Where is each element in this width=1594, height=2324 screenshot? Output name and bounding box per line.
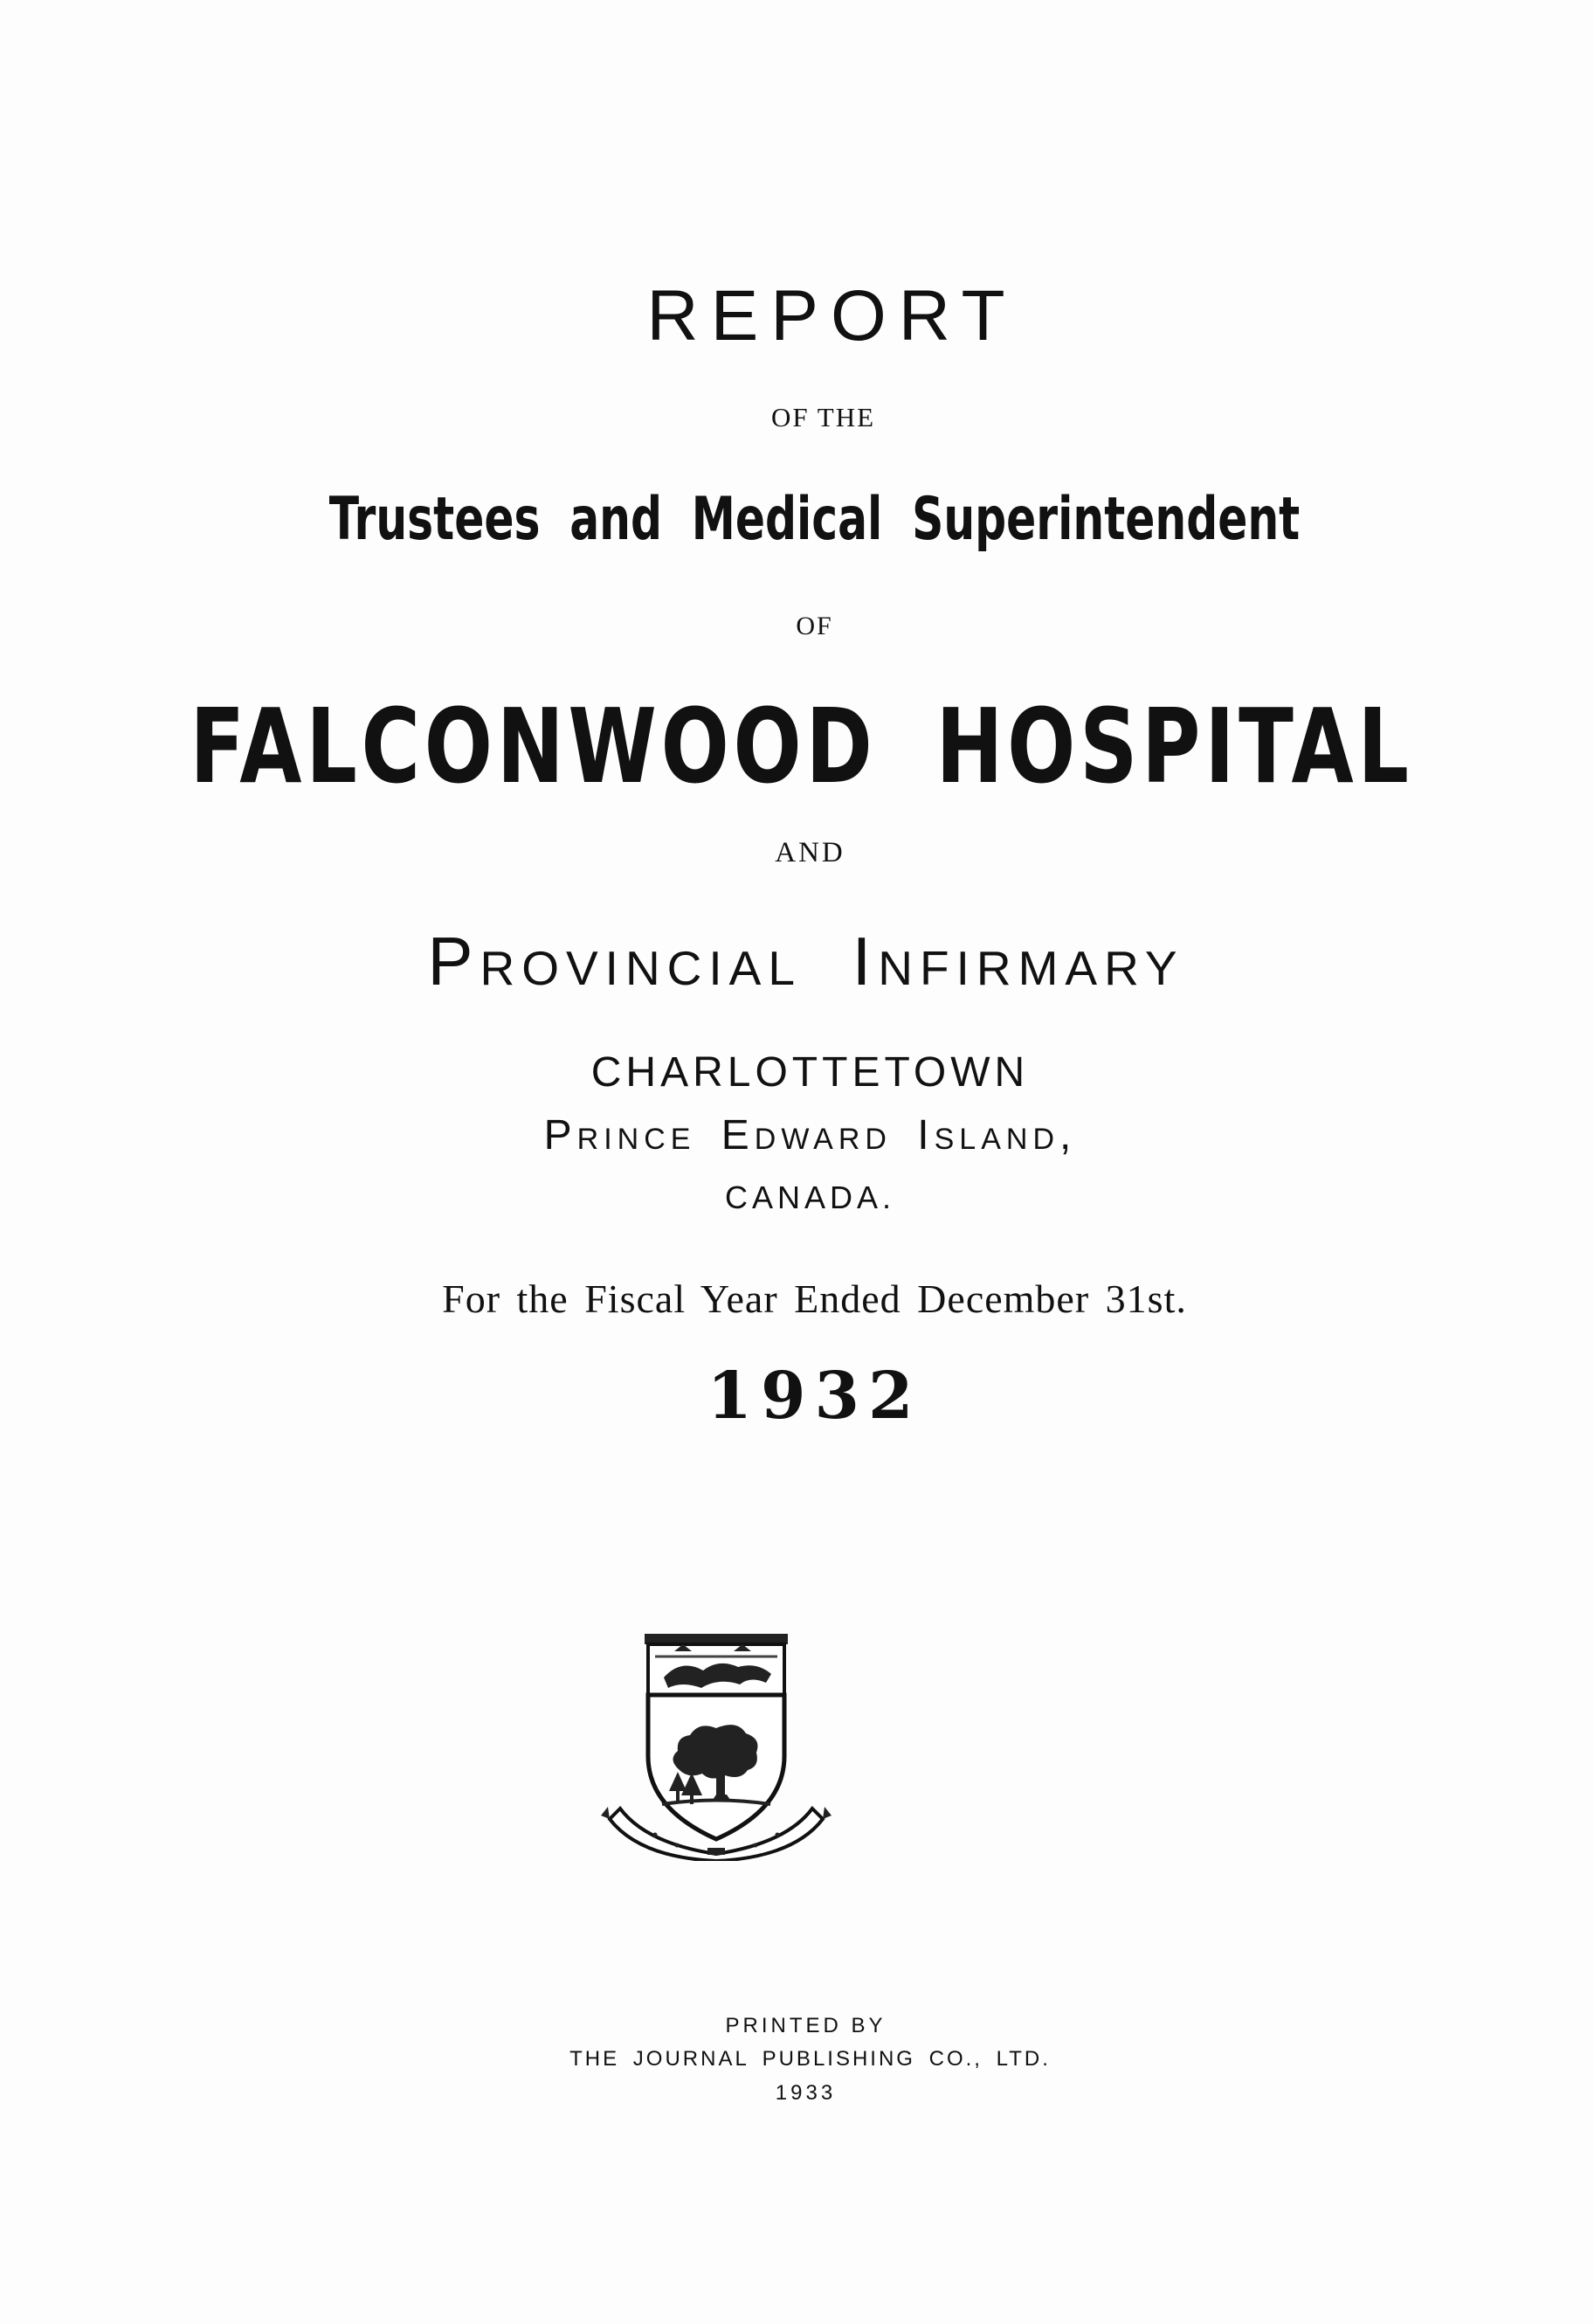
- coat-of-arms-icon: [594, 1625, 838, 1861]
- printed-by-label: PRINTED BY: [725, 2014, 887, 2037]
- report-year: 1932: [707, 1359, 922, 1434]
- printer-name: THE JOURNAL PUBLISHING CO., LTD.: [569, 2047, 1051, 2071]
- hospital-name: FALCONWOOD HOSPITAL: [190, 686, 1413, 806]
- province-name: Prince Edward Island,: [543, 1112, 1077, 1159]
- infirmary-name: Provincial Infirmary: [427, 923, 1184, 999]
- trustees-heading: Trustees and Medical Superintendent: [328, 485, 1301, 554]
- report-heading: REPORT: [646, 276, 1018, 356]
- of-the-text: OF THE: [770, 402, 876, 432]
- fiscal-year-line: For the Fiscal Year Ended December 31st.: [442, 1276, 1187, 1321]
- of-text: OF: [796, 612, 833, 640]
- and-text: AND: [775, 837, 845, 868]
- city-name: CHARLOTTETOWN: [590, 1049, 1030, 1096]
- printed-year: 1933: [775, 2081, 837, 2105]
- country-name: CANADA.: [724, 1179, 896, 1215]
